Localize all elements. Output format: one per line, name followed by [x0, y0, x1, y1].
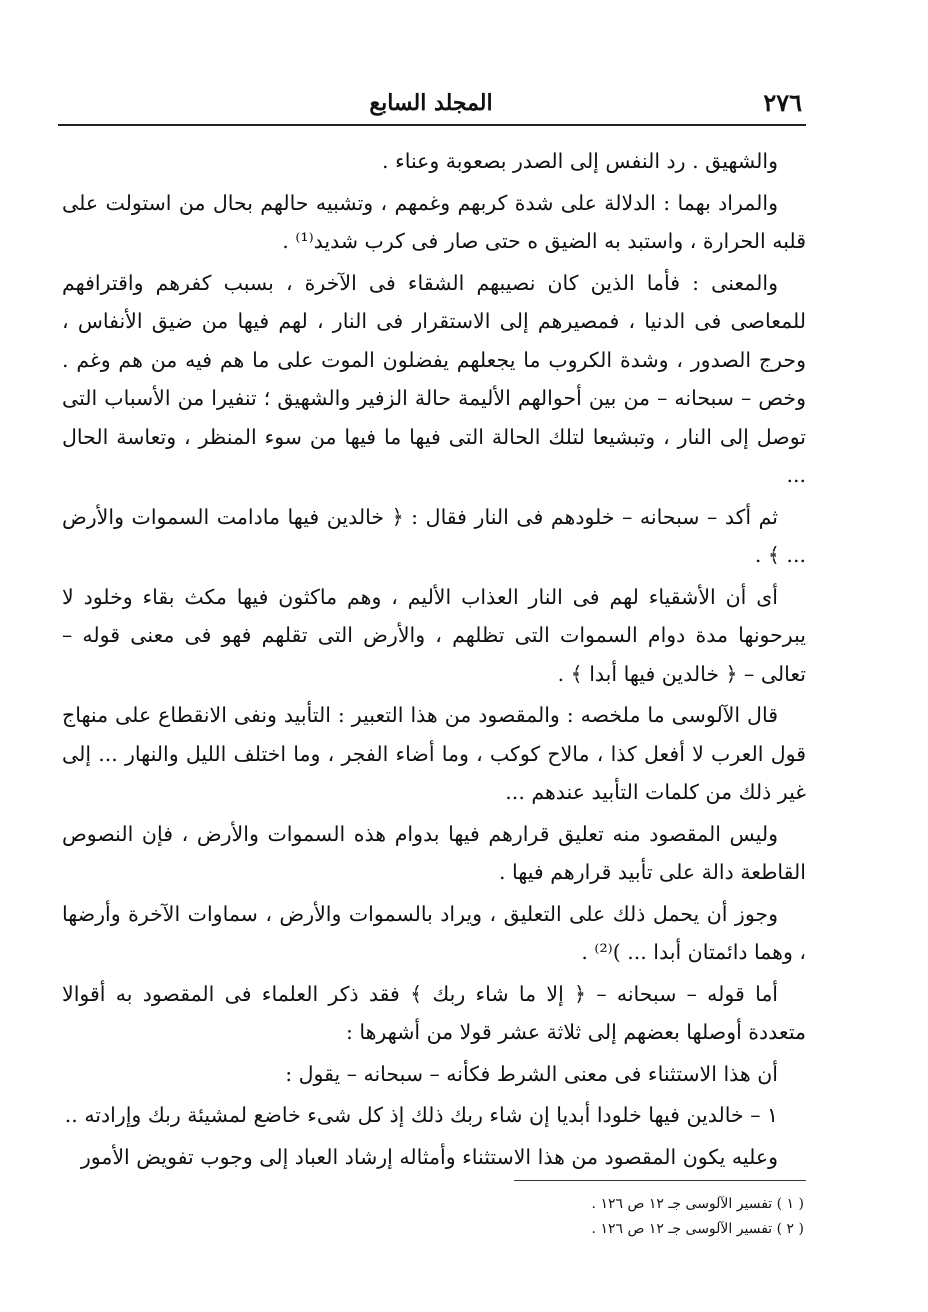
paragraph: والمراد بهما : الدلالة على شدة كربهم وغمهم ، وتشبيه حالهم بحال من استولت على قلبه الحرارة ، واستبد به الضيق ه حتى صار فى كرب شديد⁽¹⁾ . — [62, 190, 806, 253]
paragraph: وعليه يكون المقصود من هذا الاستثناء وأمثاله إرشاد العباد إلى وجوب تفويض الأمور — [80, 1144, 778, 1169]
footnotes — [420, 1192, 804, 1242]
body-text — [62, 142, 806, 1179]
paragraph: وليس المقصود منه تعليق قرارهم فيها بدوام هذه السموات والأرض ، فإن النصوص القاطعة دالة على تأبيد قرارهم فيها . — [62, 821, 806, 884]
page-number: ٢٧٦ — [763, 88, 802, 117]
header-rule — [58, 124, 806, 126]
paragraph: أن هذا الاستثناء فى معنى الشرط فكأنه – سبحانه – يقول : — [285, 1061, 778, 1086]
footnote: ( ١ ) تفسير الآلوسى جـ ١٢ ص ١٢٦ . — [591, 1196, 804, 1212]
paragraph: قال الآلوسى ما ملخصه : والمقصود من هذا التعبير : التأبيد ونفى الانقطاع على منهاج قول العرب لا أفعل كذا ، مالاح كوكب ، وما أضاء الفجر ، وما اختلف الليل والنهار ... إلى غير ذلك من كلمات التأبيد عندهم ... — [62, 703, 806, 804]
footnote: ( ٢ ) تفسير الآلوسى جـ ١٢ ص ١٢٦ . — [591, 1221, 804, 1237]
running-head: المجلد السابع — [369, 90, 493, 116]
paragraph: أما قوله – سبحانه – ﴿ إلا ما شاء ربك ﴾ فقد ذكر العلماء فى المقصود به أقوالا متعددة أوصلها بعضهم إلى ثلاثة عشر قولا من أشهرها : — [62, 981, 806, 1044]
paragraph: ١ – خالدين فيها خلودا أبديا إن شاء ربك ذلك إذ كل شىء خاضع لمشيئة ربك وإرادته .. — [64, 1103, 778, 1127]
paragraph: أى أن الأشقياء لهم فى النار العذاب الأليم ، وهم ماكثون فيها مكث بقاء وخلود لا يبرحونها مدة دوام السموات التى تظلهم ، والأرض التى تقلهم فهو فى معنى قوله – تعالى – ﴿ خالدين فيها أبدا ﴾ . — [62, 584, 806, 686]
page-header — [58, 88, 804, 128]
paragraph: والمعنى : فأما الذين كان نصيبهم الشقاء فى الآخرة ، بسبب كفرهم واقترافهم للمعاصى فى الدنيا ، فمصيرهم إلى الاستقرار فى النار ، لهم فيها من ضيق الأنفاس ، وحرج الصدور ، وشدة الكروب ما يجعلهم يفضلون الموت على ما هم فيه من هم وغم . وخص – سبحانه – من بين أحوالهم الأليمة حالة الزفير والشهيق ؛ تنفيرا من الأسباب التى توصل إلى النار ، وتبشيعا لتلك الحالة التى فيها ما فيها من سوء المنظر ، وتعاسة الحال ... — [62, 270, 806, 487]
paragraph: والشهيق . رد النفس إلى الصدر بصعوبة وعناء . — [382, 149, 778, 173]
footnote-rule — [514, 1180, 806, 1181]
paragraph: ثم أكد – سبحانه – خلودهم فى النار فقال : ﴿ خالدين فيها مادامت السموات والأرض ... ﴾ . — [62, 504, 806, 567]
paragraph: وجوز أن يحمل ذلك على التعليق ، ويراد بالسموات والأرض ، سماوات الآخرة وأرضها ، وهما دائمتان أبدا ... )⁽²⁾ . — [62, 901, 806, 964]
